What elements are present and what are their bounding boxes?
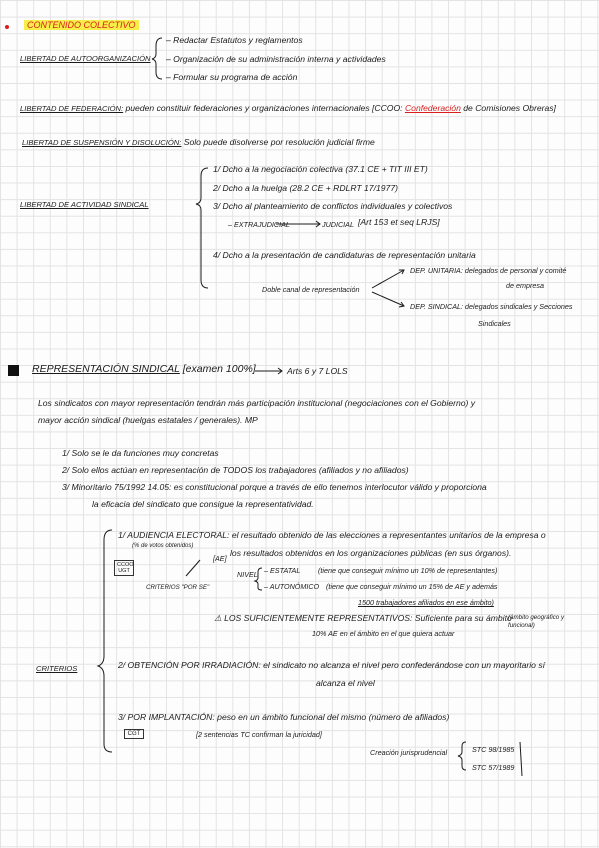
cgt-box: CGT [124,729,144,739]
criterio-3: 3/ POR IMPLANTACIÓN: peso en un ámbito funcional del mismo (número de afiliados) [118,712,450,722]
dep-unitaria: DEP. UNITARIA: delegados de personal y comité [410,266,567,275]
criterio-2: 2/ OBTENCIÓN POR IRRADIACIÓN: el sindicato no alcanza el nivel pero confederándose con un mayoritario sí [118,660,546,670]
representacion-intro-2: mayor acción sindical (huelgas estatales / generales). MP [38,415,258,425]
autoorg-item-2: – Organización de su administración interna y actividades [166,54,386,64]
representacion-point-3: 3/ Minoritario 75/1992 14.05: es constitucional porque a través de ello tenemos interlocutor válido y proporciona [62,482,487,492]
representacion-point-2: 2/ Solo ellos actúan en representación de TODOS los trabajadores (afiliados y no afiliados) [62,465,409,475]
ccoo-ugt-box: CCOO UGT [114,560,134,576]
stc-2: STC 57/1989 [472,763,515,772]
actividad-label: LIBERTAD DE ACTIVIDAD SINDICAL [20,200,149,209]
representacion-heading-line [32,364,256,375]
representacion-exam: [examen 100%] [182,363,256,375]
criterio-1-ae: [AE] [213,554,227,563]
suficientemente-representativos-2: 10% AE en el ámbito en el que quiera actuar [312,629,455,638]
autoorg-item-3: – Formular su programa de acción [166,72,298,82]
arrow-por-se [186,560,200,576]
actividad-item-1: 1/ Dcho a la negociación colectiva (37.1 CE + TIT III ET) [213,164,428,174]
representacion-point-3b: la eficacia del sindicato que consigue la representatividad. [92,499,314,509]
creacion-jurisprudencial: Creación jurisprudencial [370,748,448,757]
federacion-label: LIBERTAD DE FEDERACIÓN: [20,104,124,113]
criterio-3-ref: [2 sentencias TC confirman la juricidad] [196,730,322,739]
actividad-judicial: JUDICIAL [322,220,354,229]
nivel-autonomico-text: (tiene que conseguir mínimo un 15% de AE y además [326,582,498,591]
suficientemente-note: (ámbito geográfico y funcional) [508,614,565,629]
representacion-point-1: 1/ Solo se le da funciones muy concretas [62,448,219,458]
criterio-1-note: (% de votos obtenidos) [132,543,194,549]
actividad-item-4: 4/ Dcho a la presentación de candidaturas de representación unitaria [213,250,476,260]
stc-1: STC 98/1985 [472,745,515,754]
section-marker [8,365,19,376]
actividad-extrajudicial: – EXTRAJUDICIAL [228,220,290,229]
suspension-line [22,137,375,148]
dep-sindical: DEP. SINDICAL: delegados sindicales y Secciones [410,302,573,311]
criterio-1-b: los resultados obtenidos en los organizaciones públicas (en sus órganos). [230,548,512,558]
dep-sindical-2: Sindicales [478,319,511,328]
federacion-text: pueden constituir federaciones y organizaciones internacionales [CCOO: [125,103,403,113]
representacion-intro-1: Los sindicatos con mayor representación tendrán más participación institucional (negociaciones con el Gobierno) y [38,398,476,408]
criterio-2-b: alcanza el nivel [316,678,375,688]
brace-autoorganizacion [152,38,162,79]
autoorganizacion-label: LIBERTAD DE AUTOORGANIZACIÓN [20,54,151,63]
criterios-label: CRITERIOS [36,664,78,673]
title-bullet [5,25,9,29]
actividad-ref: [Art 153 et seq LRJS] [358,217,440,227]
nivel-estatal: – ESTATAL [264,566,301,575]
suficientemente-representativos: ⚠ LOS SUFICIENTEMENTE REPRESENTATIVOS: Suficiente para su ámbito [214,613,512,623]
actividad-item-3: 3/ Dcho al planteamiento de conflictos individuales y colectivos [213,201,453,211]
nivel-estatal-text: (tiene que conseguir mínimo un 10% de representantes) [318,566,498,575]
dep-unitaria-2: de empresa [506,281,544,290]
criterios-por-se: CRITERIOS "POR SE" [146,584,210,591]
representacion-arts: Arts 6 y 7 LOLS [287,366,348,376]
suspension-text: Solo puede disolverse por resolución judicial firme [183,137,375,147]
federacion-line [20,103,556,114]
nivel-autonomico: – AUTONÓMICO [264,582,320,591]
nivel-label: NIVEL [237,570,258,579]
federacion-highlight: Confederación [404,103,461,113]
actividad-item-2: 2/ Dcho a la huelga (28.2 CE + RDLRT 17/1977) [213,183,398,193]
doble-canal: Doble canal de representación [262,285,360,294]
suspension-label: LIBERTAD DE SUSPENSIÓN Y DISOLUCIÓN: [22,138,182,147]
title-text: CONTENIDO COLECTIVO [24,20,139,30]
federacion-tail: de Comisiones Obreras] [463,103,556,113]
criterio-1: 1/ AUDIENCIA ELECTORAL: el resultado obtenido de las elecciones a representantes unitarios de la empresa o [118,530,546,540]
autoorg-item-1: – Redactar Estatutos y reglamentos [166,35,303,45]
nivel-autonomico-text-2: 1500 trabajadores afiliados en ese ámbito) [358,598,494,607]
brace-criterios [98,530,112,752]
representacion-heading: REPRESENTACIÓN SINDICAL [32,363,180,375]
arrow-dep-unitaria [372,270,404,288]
arrow-dep-sindical [372,292,404,306]
title [24,20,139,31]
brace-actividad [196,168,208,288]
